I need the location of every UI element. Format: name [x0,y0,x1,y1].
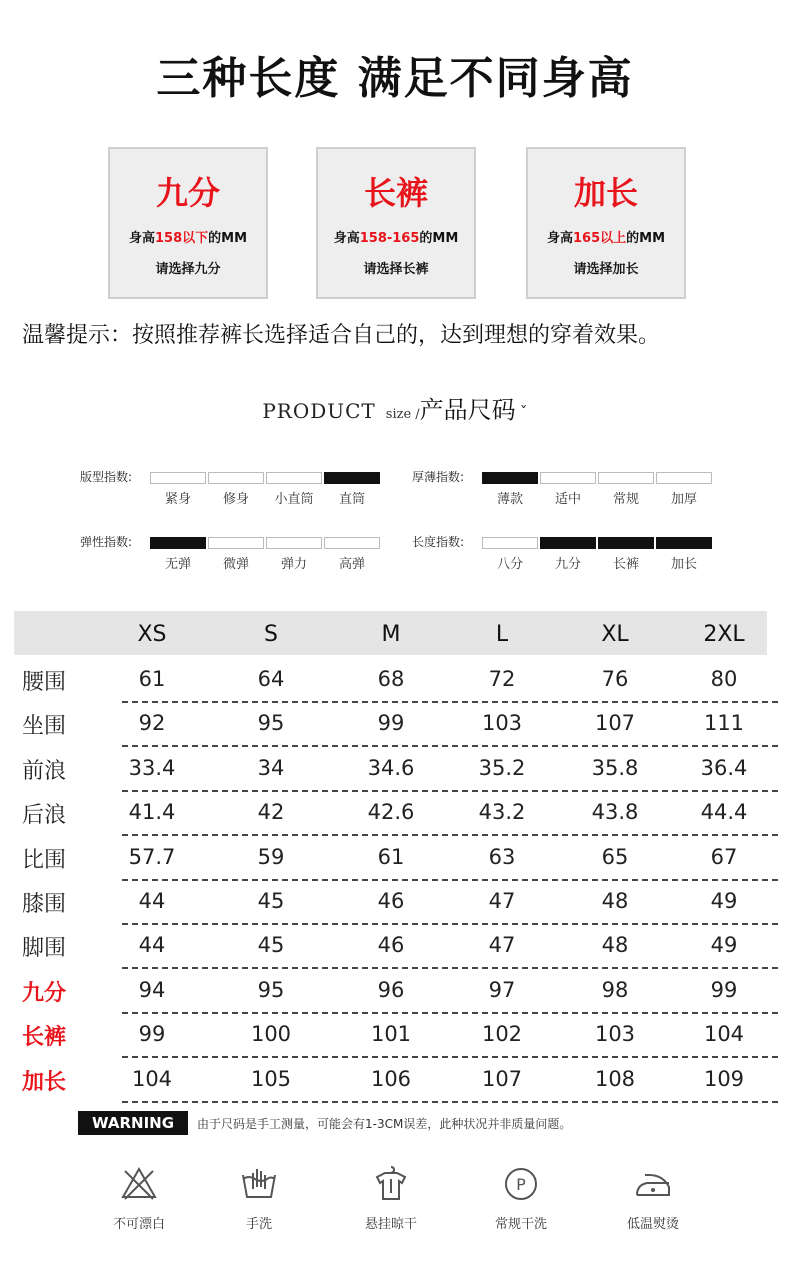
table-cell: 57.7 [128,844,176,869]
index-option: 弹力 [280,557,307,572]
index-option: 长裤 [612,557,639,572]
care-no-bleach [94,1165,184,1232]
table-cell: 43.2 [478,800,526,825]
table-cell: 63 [488,844,516,869]
table-cell: 67 [710,844,738,869]
index-label-thickness: 厚薄指数: [412,470,465,484]
size-header-xl: XL [601,622,629,647]
table-cell: 72 [488,667,516,691]
length-box-nine [108,147,268,299]
table-cell: 104 [131,1066,173,1091]
index-label-fit: 版型指数: [80,470,133,484]
table-cell: 98 [601,977,629,1002]
care-label: 悬挂晾干 [364,1217,417,1232]
table-cell: 49 [710,889,738,913]
table-cell: 61 [138,667,166,691]
length-box-height: 身高158以下的MM [128,231,248,246]
table-cell: 102 [481,1022,523,1047]
index-cell-selected [150,537,206,549]
care-low-iron [608,1165,698,1232]
table-cell: 94 [138,977,166,1002]
product-size-title: PRODUCT size /产品尺码 ˇ [262,396,528,424]
table-cell: 43.8 [591,800,639,825]
length-box-title: 九分 [155,174,220,212]
table-cell: 99 [710,977,738,1002]
care-label: 常规干洗 [494,1217,547,1232]
index-cell [598,472,654,484]
table-cell: 107 [481,1066,523,1091]
table-cell: 76 [601,667,629,691]
row-label: 腰围 [22,670,67,695]
size-header-s: S [264,622,278,647]
index-option: 八分 [496,557,523,572]
table-cell: 48 [601,933,629,958]
index-option: 九分 [554,557,581,572]
index-label-stretch: 弹性指数: [80,535,133,549]
length-box-height: 身高165以上的MM [546,231,666,246]
warning-badge: WARNING [78,1111,188,1135]
table-cell: 45 [257,889,285,913]
table-cell: 44 [138,889,166,913]
table-cell: 100 [250,1022,292,1047]
table-cell: 44.4 [700,800,748,825]
index-cell-selected [482,472,538,484]
table-row [14,1014,778,1058]
warning-text: 由于尺码是手工测量，可能会有1-3CM误差，此种状况并非质量问题。 [197,1117,572,1131]
table-cell: 111 [703,711,745,736]
index-cell-selected [540,537,596,549]
size-table-header [14,611,767,655]
tip-text: 温馨提示：按照推荐裤长选择适合自己的，达到理想的穿着效果。 [22,323,661,348]
index-option: 紧身 [164,492,191,507]
row-label: 加长 [22,1069,67,1095]
table-cell: 65 [601,844,629,869]
table-cell: 49 [710,933,738,958]
index-cell [482,537,538,549]
index-cell [208,537,264,549]
length-box-advice: 请选择九分 [155,262,221,277]
index-cell [266,537,322,549]
table-cell: 46 [377,933,405,958]
table-cell: 41.4 [128,800,176,825]
care-hand-wash [214,1165,304,1232]
table-cell: 47 [488,933,516,958]
table-cell: 95 [257,711,285,736]
index-cell [266,472,322,484]
index-cell-selected [656,537,712,549]
row-label: 比围 [22,847,67,873]
hang-dry-icon [371,1165,411,1203]
table-cell: 36.4 [700,755,748,780]
index-label-length: 长度指数: [412,535,465,549]
table-row [14,837,778,881]
table-cell: 103 [594,1022,636,1047]
index-cell [656,472,712,484]
length-box-long [316,147,476,299]
index-option: 修身 [222,492,249,507]
table-cell: 68 [377,667,405,691]
row-label: 坐围 [22,714,67,740]
index-cell-selected [324,472,380,484]
index-cell-selected [598,537,654,549]
size-header-m: M [381,622,401,647]
index-option: 无弹 [164,557,191,572]
length-box-advice: 请选择加长 [573,262,639,277]
table-cell: 101 [370,1022,412,1047]
row-label: 九分 [22,980,67,1006]
table-cell: 44 [138,933,166,958]
table-cell: 33.4 [128,755,176,780]
care-hang-dry [346,1165,436,1232]
table-row [14,881,778,925]
table-row [14,925,778,969]
index-option: 微弹 [222,557,249,572]
care-label: 低温熨烫 [626,1217,679,1232]
length-box-extra [526,147,686,299]
table-cell: 35.8 [591,755,639,780]
table-row [14,1059,778,1103]
table-cell: 46 [377,889,405,913]
table-cell: 34.6 [367,755,415,780]
low-iron-icon [633,1165,673,1203]
table-cell: 59 [257,844,285,869]
no-bleach-icon [119,1165,159,1203]
dry-clean-icon [501,1165,541,1203]
table-cell: 34 [257,755,285,780]
table-row [14,970,778,1014]
table-cell: 103 [481,711,523,736]
index-cell [540,472,596,484]
length-box-advice: 请选择长裤 [363,262,429,277]
care-label: 手洗 [245,1217,272,1232]
table-cell: 104 [703,1022,745,1047]
table-cell: 107 [594,711,636,736]
row-label: 前浪 [22,758,67,784]
index-cell [150,472,206,484]
size-header-l: L [495,622,509,647]
svg-text:P: P [516,1175,526,1194]
table-cell: 106 [370,1066,412,1091]
care-dry-clean [476,1165,566,1232]
table-cell: 45 [257,933,285,958]
care-label: 不可漂白 [112,1217,165,1232]
table-cell: 42 [257,800,285,825]
table-row [14,792,778,836]
table-cell: 35.2 [478,755,526,780]
index-option: 常规 [612,492,639,507]
index-option: 高弹 [338,557,365,572]
index-option: 加长 [670,557,697,572]
table-cell: 96 [377,977,405,1002]
row-divider [122,1101,778,1103]
size-header-xs: XS [137,622,167,647]
index-cell [208,472,264,484]
table-cell: 64 [257,667,285,691]
table-row [14,703,778,747]
table-cell: 47 [488,889,516,913]
table-cell: 99 [138,1022,166,1047]
length-box-title: 长裤 [363,174,428,212]
index-option: 直筒 [338,492,365,507]
index-option: 小直筒 [274,492,314,507]
table-cell: 99 [377,711,405,736]
hand-wash-icon [239,1165,279,1203]
length-box-title: 加长 [573,174,638,212]
table-cell: 80 [710,667,738,691]
table-cell: 42.6 [367,800,415,825]
table-row [14,748,778,792]
table-cell: 105 [250,1066,292,1091]
table-cell: 97 [488,977,516,1002]
table-cell: 95 [257,977,285,1002]
row-label: 膝围 [22,892,67,917]
table-cell: 109 [703,1066,745,1091]
row-label: 后浪 [22,803,67,829]
table-cell: 48 [601,889,629,913]
index-cell [324,537,380,549]
row-label: 长裤 [22,1025,67,1051]
table-cell: 61 [377,844,405,869]
size-header-2xl: 2XL [703,622,745,647]
table-cell: 108 [594,1066,636,1091]
index-option: 薄款 [496,492,523,507]
index-option: 适中 [554,492,581,507]
index-option: 加厚 [670,492,697,507]
headline: 三种长度 满足不同身高 [156,53,634,104]
table-cell: 92 [138,711,166,736]
row-label: 脚围 [22,936,67,962]
length-box-height: 身高158-165的MM [333,231,459,246]
table-row [14,659,778,703]
